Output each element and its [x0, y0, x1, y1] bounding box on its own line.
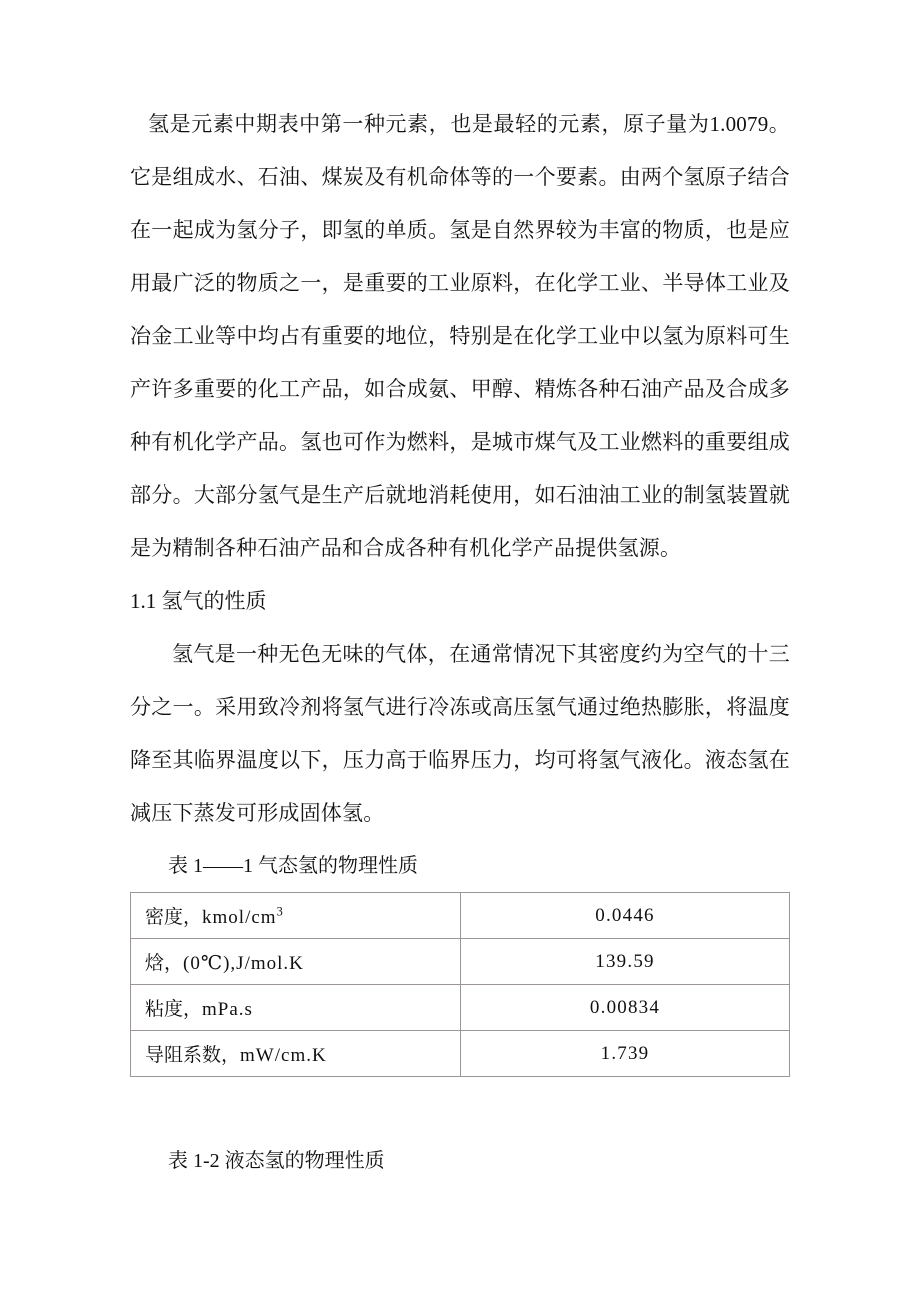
property-unit: (0℃),J/mol.K — [183, 953, 304, 974]
table-caption-gas: 表 1——1 气态氢的物理性质 — [168, 855, 418, 877]
table-cell-value: 139.59 — [461, 939, 790, 985]
section-heading-1-1: 1.1 氢气的性质 — [130, 589, 267, 613]
paragraph-hydrogen-properties: 氢气是一种无色无味的气体，在通常情况下其密度约为空气的十三分之一。采用致冷剂将氢气进行冷冻或高压氢气通过绝热膨胀，将温度降至其临界温度以下，压力高于临界压力，均可将氢气液化。液态氢在减压下蒸发可形成固体氢。 — [130, 642, 790, 825]
table-gas-hydrogen-properties — [130, 892, 790, 1077]
property-label: 密度， — [145, 907, 203, 928]
table-cell-value: 1.739 — [461, 1031, 790, 1077]
paragraph-intro: 氢是元素中期表中第一种元素，也是最轻的元素，原子量为1.0079。它是组成水、石油、煤炭及有机命体等的一个要素。由两个氢原子结合在一起成为氢分子，即氢的单质。氢是自然界较为丰富的物质，也是应用最广泛的物质之一，是重要的工业原料，在化学工业、半导体工业及冶金工业等中均占有重要的地位，特别是在化学工业中以氢为原料可生产许多重要的化工产品，如合成氨、甲醇、精炼各种石油产品及合成多种有机化学产品。氢也可作为燃料，是城市煤气及工业燃料的重要组成部分。大部分氢气是生产后就地消耗使用，如石油油工业的制氢装置就是为精制各种石油产品和合成各种有机化学产品提供氢源。 — [130, 112, 790, 560]
table-row — [131, 1031, 790, 1077]
table-cell-value: 0.0446 — [461, 893, 790, 939]
table-cell-property — [131, 939, 461, 985]
table-cell-property — [131, 893, 461, 939]
property-unit: kmol/cm — [202, 907, 277, 928]
table-spacer — [130, 1077, 790, 1135]
property-unit: mPa.s — [202, 999, 253, 1020]
property-label: 导阻系数， — [145, 1045, 241, 1066]
table-cell-property — [131, 1031, 461, 1077]
table-cell-property — [131, 985, 461, 1031]
property-label: 粘度， — [145, 999, 203, 1020]
property-label: 焓， — [145, 953, 184, 974]
property-unit-superscript: 3 — [276, 904, 283, 919]
table-row — [131, 939, 790, 985]
table-cell-value: 0.00834 — [461, 985, 790, 1031]
document-content — [130, 98, 790, 1187]
table-row — [131, 893, 790, 939]
table-caption-liquid: 表 1-2 液态氢的物理性质 — [168, 1150, 385, 1172]
table-row — [131, 985, 790, 1031]
property-unit: mW/cm.K — [240, 1045, 327, 1066]
